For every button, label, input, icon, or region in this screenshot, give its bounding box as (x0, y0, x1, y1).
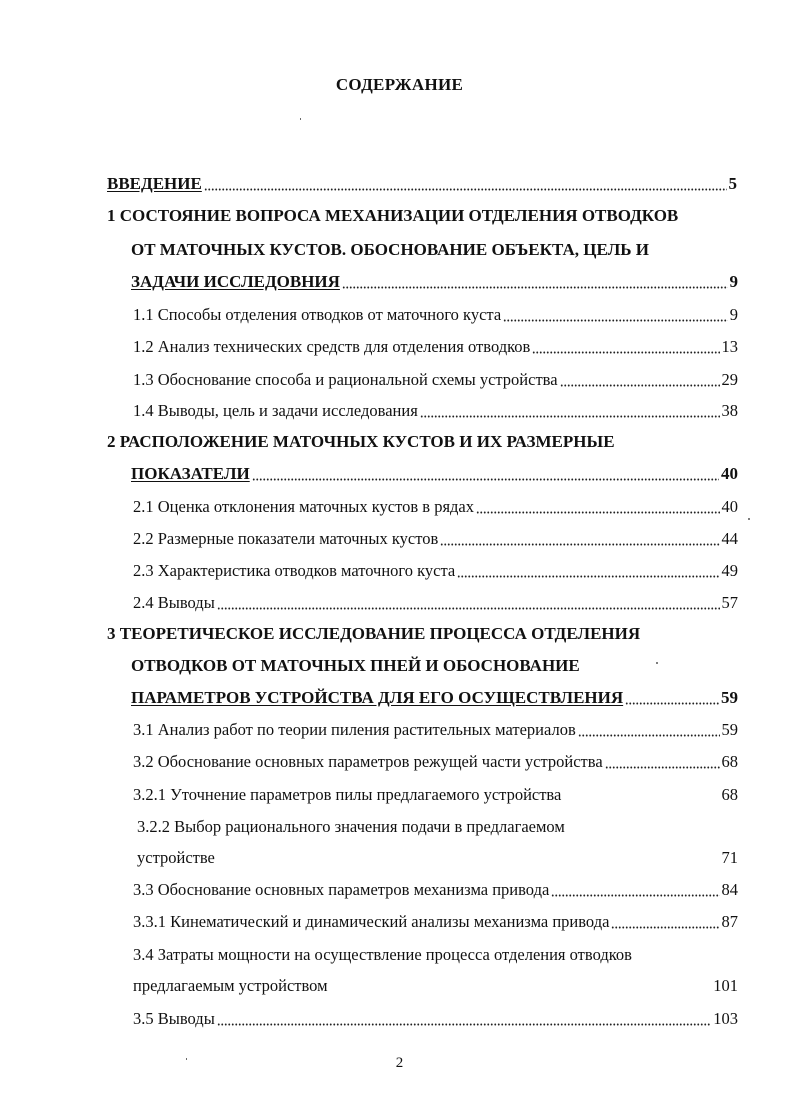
toc-entry-3-2-2-line-1[interactable] (137, 817, 565, 837)
toc-page-number: 40 (721, 497, 738, 516)
toc-page-number: 40 (721, 464, 738, 483)
toc-entry-chapter-3-line-3[interactable] (131, 688, 738, 708)
toc-page-number: 44 (721, 529, 738, 548)
leader-dots (252, 478, 719, 481)
toc-entry-1-4[interactable] (133, 401, 738, 421)
toc-page-number: 101 (713, 976, 738, 995)
leader-dots (217, 1023, 711, 1026)
toc-entry-text: 1.1 Способы отделения отводков от маточного куста (133, 305, 502, 324)
leader-dots (342, 286, 728, 289)
toc-entry-text: 2.4 Выводы (133, 593, 215, 612)
toc-entry-text: 2 РАСПОЛОЖЕНИЕ МАТОЧНЫХ КУСТОВ И ИХ РАЗМЕРНЫЕ (107, 432, 615, 451)
toc-page-number: 103 (713, 1009, 738, 1028)
leader-dots (551, 894, 719, 897)
leader-dots (503, 319, 728, 322)
toc-entry-text: 1.4 Выводы, цель и задачи исследования (133, 401, 418, 420)
toc-entry-text: ПАРАМЕТРОВ УСТРОЙСТВА ДЛЯ ЕГО ОСУЩЕСТВЛЕНИЯ (131, 688, 624, 707)
toc-entry-text: устройстве (137, 848, 215, 867)
toc-entry-text: 3.5 Выводы (133, 1009, 215, 1028)
leader-dots (457, 575, 719, 578)
toc-entry-text: ЗАДАЧИ ИССЛЕДОВНИЯ (131, 272, 340, 291)
toc-page-number: 68 (721, 785, 738, 804)
leader-dots (532, 351, 719, 354)
toc-page-number: 49 (721, 561, 738, 580)
leader-dots (605, 766, 720, 769)
toc-entry-chapter-1-line-3[interactable] (131, 272, 738, 292)
toc-entry-3-4-line-2[interactable] (133, 976, 738, 996)
toc-page-number: 13 (721, 337, 738, 356)
toc-entry-text: предлагаемым устройством (133, 976, 328, 995)
toc-page-number: 57 (721, 593, 738, 612)
toc-page-number: 38 (721, 401, 738, 420)
toc-page-number: 5 (728, 174, 737, 193)
leader-dots (420, 415, 720, 418)
toc-page-number: 9 (729, 305, 738, 324)
toc-entry-text: 3 ТЕОРЕТИЧЕСКОЕ ИССЛЕДОВАНИЕ ПРОЦЕССА ОТДЕЛЕНИЯ (107, 624, 641, 643)
toc-entry-text: 3.1 Анализ работ по теории пиления растительных материалов (133, 720, 576, 739)
toc-entry-1-2[interactable] (133, 337, 738, 357)
toc-entry-text: 1.2 Анализ технических средств для отделения отводков (133, 337, 531, 356)
toc-entry-text: 3.2.2 Выбор рационального значения подачи в предлагаемом (137, 817, 565, 836)
toc-entry-text: 1.3 Обоснование способа и рациональной схемы устройства (133, 370, 558, 389)
toc-entry-text: 3.3.1 Кинематический и динамический анализы механизма привода (133, 912, 610, 931)
toc-entry-2-2[interactable] (133, 529, 738, 549)
leader-dots (560, 384, 720, 387)
toc-entry-2-4[interactable] (133, 593, 738, 613)
toc-entry-3-2-2-line-2[interactable] (137, 848, 738, 868)
toc-entry-3-2[interactable] (133, 752, 738, 772)
leader-dots (217, 607, 720, 610)
toc-entry-chapter-1-line-2[interactable] (131, 240, 649, 260)
leader-dots (476, 511, 719, 514)
toc-page-number: 84 (721, 880, 738, 899)
leader-dots (611, 926, 719, 929)
leader-dots (578, 734, 720, 737)
toc-entry-text: 3.3 Обоснование основных параметров механизма привода (133, 880, 550, 899)
scan-speck (656, 662, 658, 664)
toc-page-number: 59 (721, 720, 738, 739)
toc-entry-text: 2.3 Характеристика отводков маточного куста (133, 561, 456, 580)
toc-entry-introduction[interactable] (107, 174, 737, 194)
toc-entry-chapter-2-line-1[interactable] (107, 432, 615, 452)
toc-entry-chapter-3-line-1[interactable] (107, 624, 640, 644)
toc-entry-3-5[interactable] (133, 1009, 738, 1029)
toc-entry-text: 2.2 Размерные показатели маточных кустов (133, 529, 439, 548)
scan-speck (300, 118, 301, 120)
toc-entry-3-2-1[interactable] (133, 785, 738, 805)
toc-page-number: 68 (721, 752, 738, 771)
toc-page-number: 87 (721, 912, 738, 931)
toc-entry-text: 3.2.1 Уточнение параметров пилы предлагаемого устройства (133, 785, 562, 804)
leader-dots (440, 543, 719, 546)
leader-dots (204, 188, 727, 191)
toc-entry-text: ПОКАЗАТЕЛИ (131, 464, 250, 483)
toc-entry-text: ОТ МАТОЧНЫХ КУСТОВ. ОБОСНОВАНИЕ ОБЪЕКТА, ЦЕЛЬ И (131, 240, 649, 259)
toc-entry-chapter-3-line-2[interactable] (131, 656, 580, 676)
toc-page-number: 59 (721, 688, 738, 707)
leader-dots (625, 702, 719, 705)
scan-speck (186, 1058, 187, 1060)
page-number: 2 (395, 1055, 404, 1071)
toc-entry-1-1[interactable] (133, 305, 738, 325)
toc-entry-3-1[interactable] (133, 720, 738, 740)
toc-entry-text: 3.2 Обоснование основных параметров режущей части устройства (133, 752, 603, 771)
toc-entry-chapter-2-line-2[interactable] (131, 464, 738, 484)
toc-page-number: 9 (729, 272, 738, 291)
toc-entry-1-3[interactable] (133, 370, 738, 390)
toc-entry-text: ОТВОДКОВ ОТ МАТОЧНЫХ ПНЕЙ И ОБОСНОВАНИЕ (131, 656, 580, 675)
toc-entry-text: ВВЕДЕНИЕ (107, 174, 202, 193)
toc-entry-2-1[interactable] (133, 497, 738, 517)
toc-entry-text: 3.4 Затраты мощности на осуществление процесса отделения отводков (133, 945, 632, 964)
toc-page-number: 71 (721, 848, 738, 867)
scan-speck (748, 518, 750, 520)
toc-entry-text: 2.1 Оценка отклонения маточных кустов в рядах (133, 497, 475, 516)
toc-entry-2-3[interactable] (133, 561, 738, 581)
toc-entry-3-4-line-1[interactable] (133, 945, 632, 965)
toc-entry-text: 1 СОСТОЯНИЕ ВОПРОСА МЕХАНИЗАЦИИ ОТДЕЛЕНИЯ ОТВОДКОВ (107, 206, 679, 225)
toc-entry-3-3-1[interactable] (133, 912, 738, 932)
toc-entry-chapter-1-line-1[interactable] (107, 206, 678, 226)
page-title: СОДЕРЖАНИЕ (335, 75, 464, 94)
toc-page-number: 29 (721, 370, 738, 389)
toc-entry-3-3[interactable] (133, 880, 738, 900)
